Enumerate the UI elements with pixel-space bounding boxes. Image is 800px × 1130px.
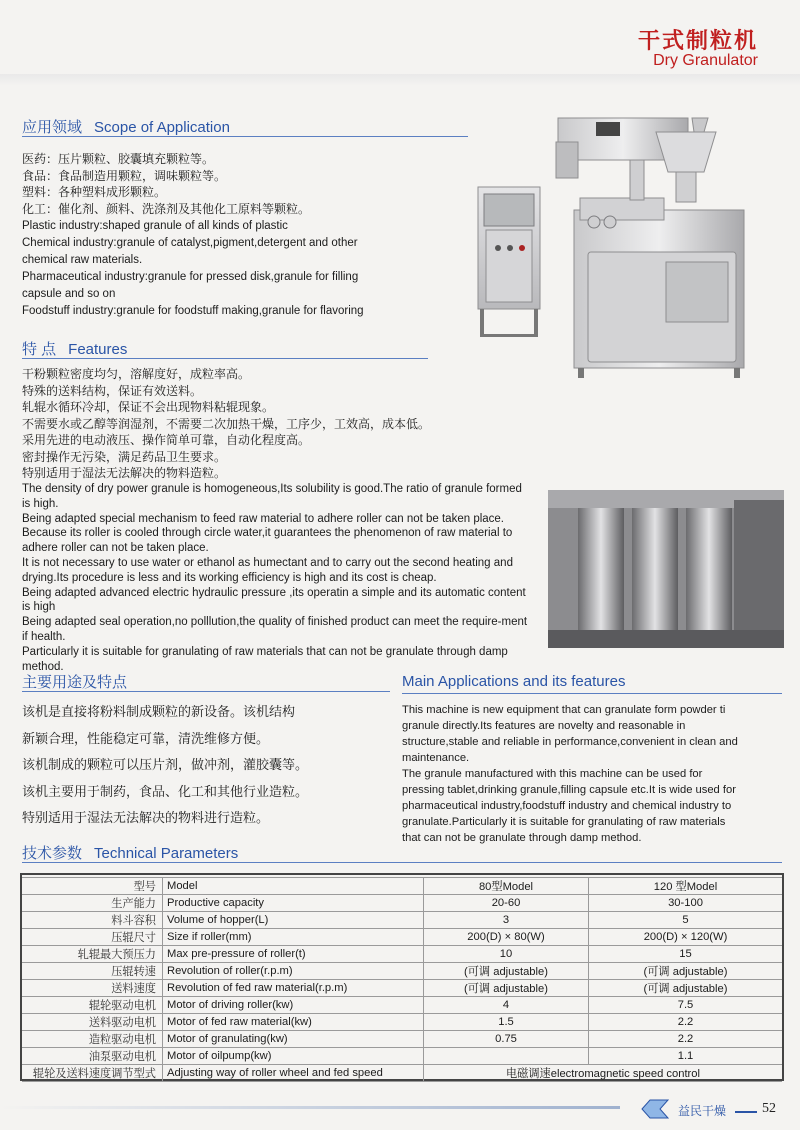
value-120-model: 2.2 [589, 1014, 783, 1031]
param-name-cn: 送料速度 [22, 980, 163, 997]
text-line: method. [22, 660, 64, 673]
footer-brand: 益民干燥 [678, 1104, 727, 1118]
text-line: drying.Its procedure is less and its working efficiency is high and its cost is cheap. [22, 571, 437, 584]
text-line: 化工：催化剂、颜料、洗涤剂及其他化工原料等颗粒。 [22, 201, 311, 216]
text-line: 新颖合理，性能稳定可靠，清洗维修方便。 [22, 731, 270, 747]
section-title-en: Features [68, 341, 128, 358]
text-line: is high [22, 601, 56, 614]
table-row [22, 1065, 782, 1082]
text-line: It is not necessary to use water or ethanol as humectant and to carry out the second heating and [22, 556, 513, 569]
param-name-en: Revolution of roller(r.p.m) [163, 963, 424, 980]
value-80-model: 1.5 [424, 1014, 589, 1031]
param-name-en: Revolution of fed raw material(r.p.m) [163, 980, 424, 997]
section-title-main-apps-en: Main Applications and its features [402, 673, 626, 690]
text-line: 该机是直接将粉料制成颗粒的新设备。该机结构 [22, 705, 296, 720]
value-80-model: 3 [424, 912, 589, 929]
section-title-tech [22, 842, 238, 863]
param-name-cn: 生产能力 [22, 895, 163, 912]
text-line: This machine is new equipment that can granulate form powder ti [402, 704, 726, 716]
text-line: Being adapted advanced electric hydraulic pressure ,its operatin a simple and its automatic content [22, 586, 526, 599]
text-line: 该机主要用于制药，食品、化工和其他行业造粒。 [22, 784, 309, 800]
value-120-model: 15 [589, 946, 783, 963]
value-80-model [424, 1048, 589, 1065]
text-line: structure,stable and reliable in performance,convenient in clean and [402, 736, 738, 748]
text-line: 采用先进的电动液压、操作简单可靠，自动化程度高。 [22, 433, 311, 447]
text-line: 该机制成的颗粒可以压片剂，做冲剂，灌胶囊等。 [22, 758, 309, 773]
param-name-en: Motor of driving roller(kw) [163, 997, 424, 1014]
text-line: pressing tablet,drinking granule,filling capsule etc.It is wide used for [402, 784, 736, 796]
value-80-model: (可调 adjustable) [424, 980, 589, 997]
table-row [22, 895, 782, 912]
param-name-cn: 轧辊最大预压力 [22, 946, 163, 963]
text-line: adhere roller can not be taken place. [22, 542, 209, 555]
param-name-cn: 造粒驱动电机 [22, 1031, 163, 1048]
param-name-en: Model [163, 878, 424, 895]
value-80-model: 0.75 [424, 1031, 589, 1048]
scope-zh-text [22, 151, 310, 217]
page-title-cn: 干式制粒机 [637, 29, 758, 54]
features-en-text [22, 482, 527, 674]
table-row [22, 912, 782, 929]
section-title-cn: 特 点 [22, 341, 57, 358]
text-line: if health. [22, 630, 66, 643]
text-line: 不需要水或乙醇等润湿剂，不需要二次加热干燥，工序少，工效高，成本低。 [22, 416, 431, 431]
value-120-model: 120 型Model [589, 878, 783, 895]
text-line: granulate.Particularly it is suitable for granulating of raw materials [402, 816, 726, 828]
table-row [22, 963, 782, 980]
parameters-table [22, 877, 782, 1082]
text-line: 干粉颗粒密度均匀，溶解度好，成粒率高。 [22, 367, 251, 381]
footer-divider [0, 1106, 620, 1109]
table-row [22, 929, 782, 946]
param-name-en: Motor of fed raw material(kw) [163, 1014, 424, 1031]
text-line: capsule and so on [22, 288, 116, 300]
value-120-model: (可调 adjustable) [589, 980, 783, 997]
value-80-model: 20-60 [424, 895, 589, 912]
param-name-en: Volume of hopper(L) [163, 912, 424, 929]
text-line: Being adapted special mechanism to feed raw material to adhere roller can not be taken place. [22, 512, 505, 525]
text-line: pharmaceutical industry,foodstuff industry and chemical industry to [402, 800, 732, 812]
value-120-model: 7.5 [589, 997, 783, 1014]
section-title-en: Scope of Application [94, 119, 230, 136]
text-line: chemical raw materials. [22, 254, 143, 266]
text-line: The density of dry power granule is homogeneous,Its solubility is good.The ratio of granule formed [22, 483, 522, 495]
section-title-main-apps-cn: 主要用途及特点 [22, 674, 128, 691]
section-title-cn: 应用领域 [22, 119, 83, 136]
value-all-models: 电磁调速electromagnetic speed control [424, 1065, 783, 1082]
dry-granulator-machine-image [470, 112, 788, 382]
text-line: 轧辊水循环冷却，保证不会出现物料粘辊现象。 [22, 400, 275, 414]
text-line: Plastic industry:shaped granule of all kinds of plastic [22, 220, 288, 232]
param-name-en: Motor of granulating(kw) [163, 1031, 424, 1048]
section-underline [22, 136, 468, 137]
param-name-cn: 辊轮驱动电机 [22, 997, 163, 1014]
roller-closeup-image [548, 490, 784, 648]
param-name-en: Max pre-pressure of roller(t) [163, 946, 424, 963]
footer-accent-bar [735, 1111, 757, 1113]
value-80-model: 80型Model [424, 878, 589, 895]
text-line: Being adapted seal operation,no polllution,the quality of finished product can meet the require-ment [22, 616, 528, 629]
section-title-features [22, 338, 127, 359]
param-name-cn: 油泵驱动电机 [22, 1048, 163, 1065]
value-120-model: (可调 adjustable) [589, 963, 783, 980]
param-name-en: Size if roller(mm) [163, 929, 424, 946]
brand-logo-icon [640, 1098, 670, 1120]
value-80-model: (可调 adjustable) [424, 963, 589, 980]
param-name-en: Adjusting way of roller wheel and fed speed [163, 1065, 424, 1082]
section-title-cn: 技术参数 [22, 845, 83, 862]
text-line: that can not be granulate through damp method. [402, 832, 642, 844]
param-name-cn: 料斗容积 [22, 912, 163, 929]
param-name-cn: 辊轮及送料速度调节型式 [22, 1065, 163, 1082]
value-120-model: 2.2 [589, 1031, 783, 1048]
table-row [22, 980, 782, 997]
table-row [22, 1031, 782, 1048]
text-line: Pharmaceutical industry:granule for pressed disk,granule for filling [22, 271, 359, 283]
text-line: is high. [22, 497, 59, 510]
text-line: 塑料：各种塑料成形颗粒。 [22, 185, 167, 199]
param-name-cn: 送料驱动电机 [22, 1014, 163, 1031]
section-underline [22, 358, 428, 359]
value-80-model: 10 [424, 946, 589, 963]
value-120-model: 1.1 [589, 1048, 783, 1065]
value-120-model: 5 [589, 912, 783, 929]
text-line: Because its roller is cooled through circle water,it guarantees the phenomenon of raw material to [22, 527, 513, 540]
main-apps-en-text [402, 702, 738, 846]
table-row [22, 1048, 782, 1065]
value-80-model: 4 [424, 997, 589, 1014]
features-zh-text [22, 366, 430, 482]
section-underline [22, 691, 390, 692]
text-line: granule directly.Its features are novelty and reasonable in [402, 720, 686, 732]
text-line: Chemical industry:granule of catalyst,pigment,detergent and other [22, 237, 358, 249]
value-80-model: 200(D) × 80(W) [424, 929, 589, 946]
scope-en-text [22, 218, 364, 320]
header-divider [0, 74, 800, 86]
table-row [22, 878, 782, 895]
value-120-model: 200(D) × 120(W) [589, 929, 783, 946]
text-line: 特别适用于湿法无法解决的物料造粒。 [22, 466, 227, 480]
param-name-cn: 压辊转速 [22, 963, 163, 980]
table-row [22, 946, 782, 963]
text-line: 特殊的送料结构，保证有效送料。 [22, 383, 203, 398]
section-underline [22, 862, 782, 863]
text-line: 食品：食品制造用颗粒，调味颗粒等。 [22, 168, 227, 183]
value-120-model: 30-100 [589, 895, 783, 912]
table-row [22, 997, 782, 1014]
table-row [22, 1014, 782, 1031]
page-number: 52 [762, 1101, 776, 1116]
text-line: The granule manufactured with this machine can be used for [402, 768, 703, 780]
main-apps-zh-text [22, 700, 308, 833]
page-title-en: Dry Granulator [653, 52, 758, 69]
text-line: 医药：压片颗粒、胶囊填充颗粒等。 [22, 152, 215, 166]
param-name-cn: 型号 [22, 878, 163, 895]
text-line: Particularly it is suitable for granulating of raw materials that can not be granulate through damp [22, 645, 508, 658]
text-line: 特别适用于湿法无法解决的物料进行造粒。 [22, 811, 270, 826]
text-line: 密封操作无污染，满足药品卫生要求。 [22, 449, 227, 464]
text-line: maintenance. [402, 752, 470, 764]
param-name-en: Motor of oilpump(kw) [163, 1048, 424, 1065]
section-underline [402, 693, 782, 694]
param-name-cn: 压辊尺寸 [22, 929, 163, 946]
param-name-en: Productive capacity [163, 895, 424, 912]
section-title-scope [22, 116, 230, 137]
section-title-en: Technical Parameters [94, 845, 239, 862]
text-line: Foodstuff industry:granule for foodstuff making,granule for flavoring [22, 305, 364, 317]
